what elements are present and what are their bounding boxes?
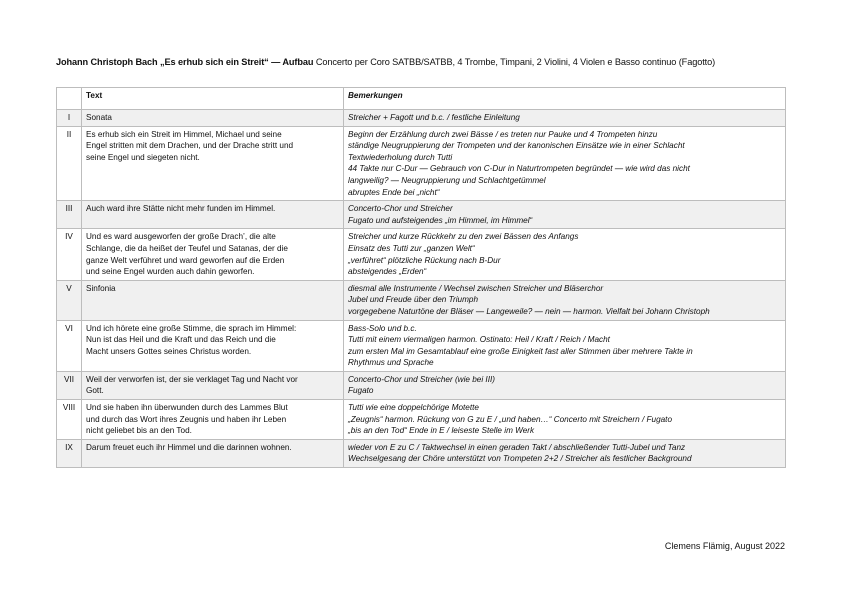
remark-line: Rhythmus und Sprache (348, 358, 434, 368)
remark-line: langweilig? — Neugruppierung und Schlachtgetümmel (348, 175, 546, 185)
table-header-row (57, 88, 786, 110)
remarks-cell (344, 320, 786, 371)
remark-line: abruptes Ende bei „nicht“ (348, 187, 440, 197)
title-composer-work: Johann Christoph Bach „Es erhub sich ein Streit“ — Aufbau (56, 57, 314, 67)
remark-line: zum ersten Mal im Gesamtablauf eine große Einigkeit fast aller Stimmen über mehrere Takte in (348, 346, 693, 356)
remark-line: Bass-Solo und b.c. (348, 323, 417, 333)
document-title (56, 57, 796, 67)
remarks-cell (344, 400, 786, 440)
lyric-line: und seine Engel wurden auch dahin geworfen. (86, 267, 255, 277)
remark-line: Tutti mit einem viermaligen harmon. Ostinato: Heil / Kraft / Reich / Macht (348, 335, 610, 345)
lyric-line: nicht geliebet bis an den Tod. (86, 426, 192, 436)
remarks-cell (344, 110, 786, 127)
lyric-text-cell (82, 280, 344, 320)
remark-line: Concerto-Chor und Streicher (wie bei III) (348, 374, 495, 384)
remark-line: Beginn der Erzählung durch zwei Bässe / es treten nur Pauke und 4 Trompeten hinzu (348, 129, 658, 139)
lyric-line: Und es ward ausgeworfen der große Drach’, die alte (86, 232, 276, 242)
section-number: VI (57, 320, 82, 371)
remark-line: ständige Neugruppierung der Trompeten und der kanonischen Einsätze wie in einer Schlacht (348, 141, 685, 151)
remark-line: Streicher und kurze Rückkehr zu den zwei Bässen des Anfangs (348, 232, 579, 242)
lyric-line: Es erhub sich ein Streit im Himmel, Michael und seine (86, 129, 282, 139)
remarks-cell (344, 126, 786, 201)
remarks-cell (344, 439, 786, 467)
remark-line: „bis an den Tod“ Ende in E / leiseste Stelle im Werk (348, 426, 535, 436)
table-row (57, 280, 786, 320)
remark-line: Concerto-Chor und Streicher (348, 204, 453, 214)
author-date: Clemens Flämig, August 2022 (664, 541, 785, 551)
table-row (57, 229, 786, 280)
lyric-line: Sonata (86, 113, 112, 122)
remark-line: Textwiederholung durch Tutti (348, 152, 453, 162)
remark-line: wieder von E zu C / Taktwechsel in einen geraden Takt / abschließender Tutti-Jubel und Tanz (348, 442, 686, 452)
lyric-line: Nun ist das Heil und die Kraft und das Reich und die (86, 335, 276, 345)
remark-line: Fugato (348, 386, 374, 396)
lyric-text-cell (82, 320, 344, 371)
lyric-text-cell (82, 229, 344, 280)
title-scoring: Concerto per Coro SATBB/SATBB, 4 Trombe, Timpani, 2 Violini, 4 Violen e Basso continuo (Fagotto) (313, 57, 716, 67)
remark-line: „verführet“ plötzliche Rückung nach B-Dur (348, 255, 501, 265)
section-number: V (57, 280, 82, 320)
lyric-line: seine Engel und siegeten nicht. (86, 152, 200, 162)
remark-line: absteigendes „Erden“ (348, 267, 427, 277)
remarks-cell (344, 229, 786, 280)
table-row (57, 371, 786, 399)
lyric-line: Weil der verworfen ist, der sie verklaget Tag und Nacht vor (86, 374, 298, 384)
table-row (57, 201, 786, 229)
remark-line: Streicher + Fagott und b.c. / festliche Einleitung (348, 113, 520, 122)
section-number: VII (57, 371, 82, 399)
table-row (57, 126, 786, 201)
section-number: IX (57, 439, 82, 467)
lyric-text-cell (82, 201, 344, 229)
lyric-line: Sinfonia (86, 283, 116, 293)
section-number: I (57, 110, 82, 127)
remark-line: Jubel und Freude über den Triumph (348, 295, 479, 305)
lyric-line: Darum freuet euch ihr Himmel und die darinnen wohnen. (86, 442, 292, 452)
remark-line: Wechselgesang der Chöre unterstützt von Trompeten 2+2 / Streicher als festlicher Background (348, 454, 692, 464)
lyric-line: und durch das Wort ihres Zeugnis und haben ihr Leben (86, 414, 287, 424)
lyric-line: Gott. (86, 386, 104, 396)
remark-line: 44 Takte nur C-Dur — Gebrauch von C-Dur in Naturtrompeten begründet — wie wird das nicht (348, 164, 690, 174)
section-number: II (57, 126, 82, 201)
header-text: Text (82, 88, 344, 110)
section-number: VIII (57, 400, 82, 440)
table-row (57, 439, 786, 467)
lyric-line: Und sie haben ihn überwunden durch des Lammes Blut (86, 403, 288, 413)
lyric-text-cell (82, 439, 344, 467)
header-number (57, 88, 82, 110)
remarks-cell (344, 201, 786, 229)
remark-line: vorgegebene Naturtöne der Bläser — Langeweile? — nein — harmon. Vielfalt bei Johann Christoph (348, 306, 710, 316)
lyric-text-cell (82, 400, 344, 440)
lyric-text-cell (82, 371, 344, 399)
lyric-text-cell (82, 126, 344, 201)
lyric-line: ganze Welt verführet und ward geworfen auf die Erden (86, 255, 285, 265)
lyric-text-cell (82, 110, 344, 127)
lyric-line: Engel stritten mit dem Drachen, und der Drache stritt und (86, 141, 294, 151)
remark-line: Fugato und aufsteigendes „im Himmel, im Himmel“ (348, 215, 533, 225)
remark-line: Einsatz des Tutti zur „ganzen Welt“ (348, 243, 475, 253)
lyric-line: Macht unsers Gottes seines Christus worden. (86, 346, 252, 356)
structure-table (56, 87, 786, 468)
section-number: IV (57, 229, 82, 280)
remarks-cell (344, 280, 786, 320)
remark-line: „Zeugnis“ harmon. Rückung von G zu E / „und haben…“ Concerto mit Streichern / Fugato (348, 414, 673, 424)
table-row (57, 110, 786, 127)
table-row (57, 320, 786, 371)
remarks-cell (344, 371, 786, 399)
header-remarks: Bemerkungen (344, 88, 786, 110)
remark-line: diesmal alle Instrumente / Wechsel zwischen Streicher und Bläserchor (348, 283, 604, 293)
lyric-line: Schlange, die da heißet der Teufel und Satanas, der die (86, 243, 288, 253)
lyric-line: Und ich hörete eine große Stimme, die sprach im Himmel: (86, 323, 297, 333)
lyric-line: Auch ward ihre Stätte nicht mehr funden im Himmel. (86, 204, 276, 214)
section-number: III (57, 201, 82, 229)
table-row (57, 400, 786, 440)
remark-line: Tutti wie eine doppelchörige Motette (348, 403, 479, 413)
